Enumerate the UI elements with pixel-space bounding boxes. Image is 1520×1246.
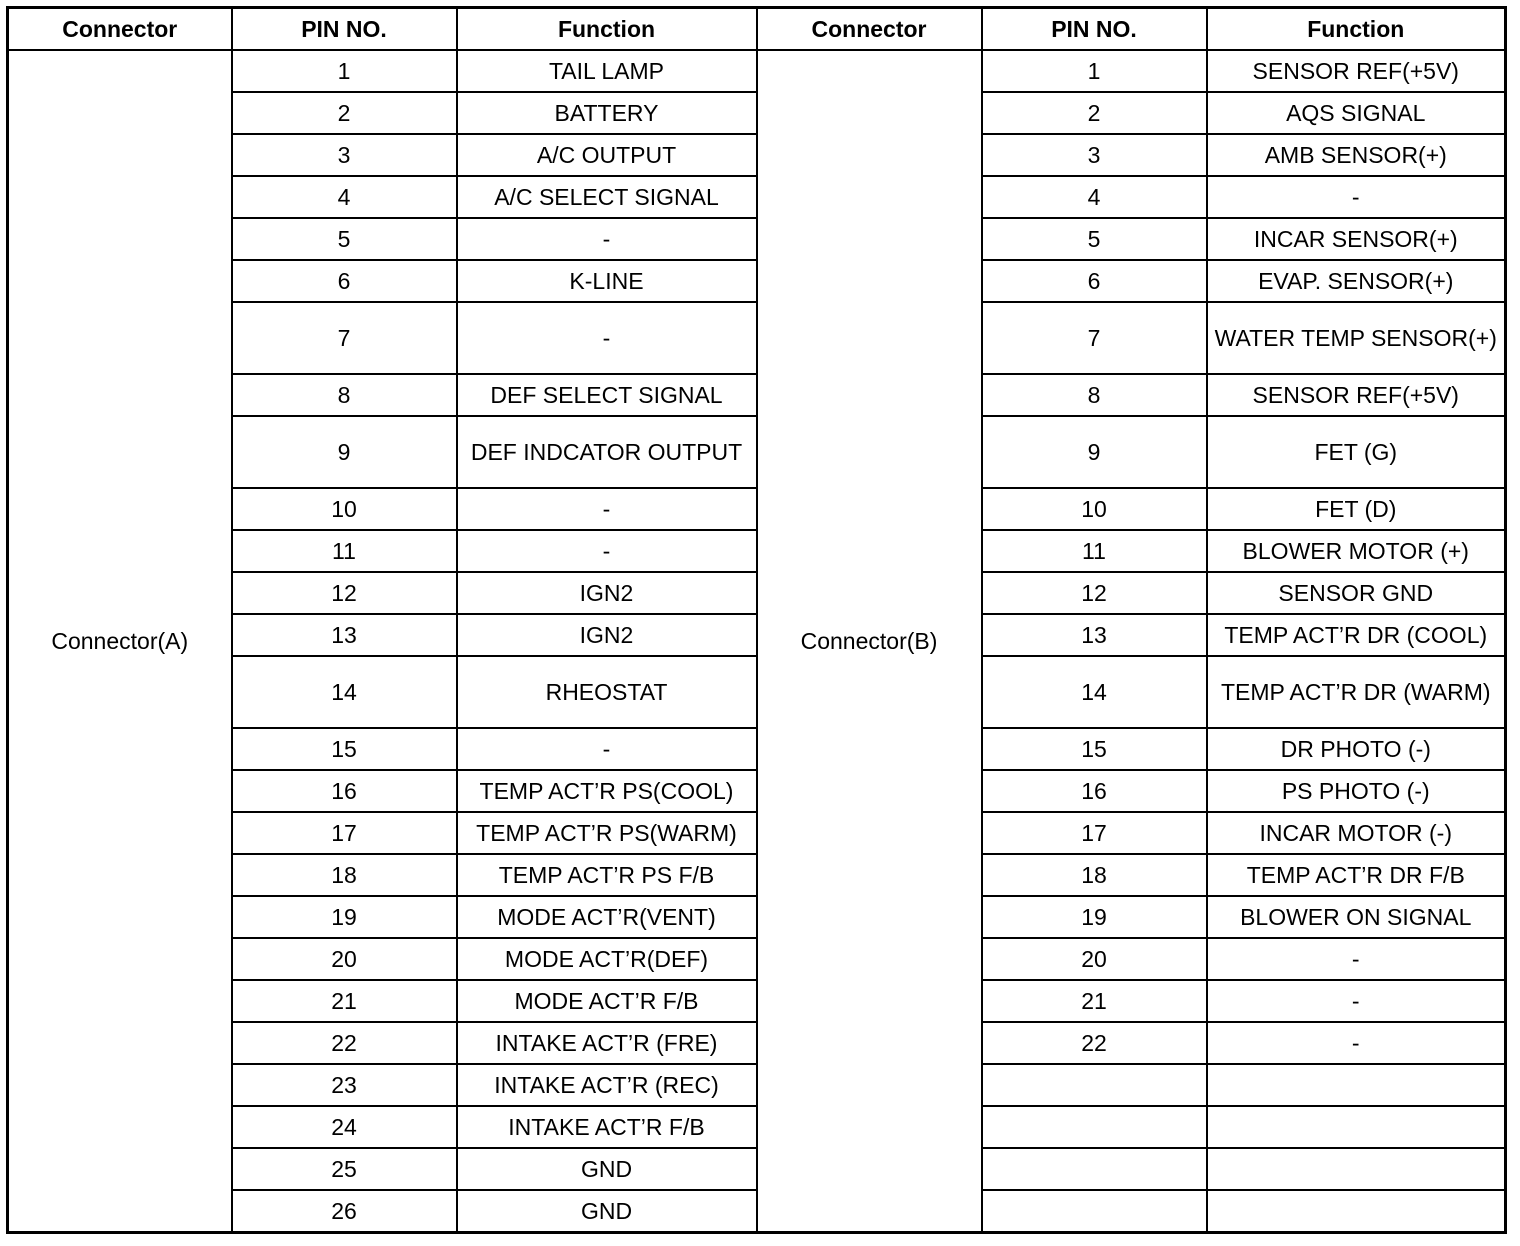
pin-number-b: 5 bbox=[982, 218, 1207, 260]
pin-number-b: 3 bbox=[982, 134, 1207, 176]
pin-number-a: 5 bbox=[232, 218, 457, 260]
empty-cell bbox=[1207, 1106, 1506, 1148]
pin-number-b: 11 bbox=[982, 530, 1207, 572]
pin-function-a: - bbox=[457, 728, 757, 770]
empty-cell bbox=[982, 1106, 1207, 1148]
pin-number-a: 12 bbox=[232, 572, 457, 614]
pin-function-a: IGN2 bbox=[457, 572, 757, 614]
pin-function-b: - bbox=[1207, 176, 1506, 218]
empty-cell bbox=[982, 1064, 1207, 1106]
pin-number-a: 1 bbox=[232, 50, 457, 92]
empty-cell bbox=[1207, 1064, 1506, 1106]
pin-function-b: SENSOR REF(+5V) bbox=[1207, 50, 1506, 92]
connector-b-name: Connector(B) bbox=[757, 50, 982, 1232]
pin-function-a: DEF INDCATOR OUTPUT bbox=[457, 416, 757, 488]
pin-function-b: EVAP. SENSOR(+) bbox=[1207, 260, 1506, 302]
pin-number-a: 4 bbox=[232, 176, 457, 218]
pin-function-a: A/C SELECT SIGNAL bbox=[457, 176, 757, 218]
pin-number-a: 19 bbox=[232, 896, 457, 938]
pin-function-b: FET (G) bbox=[1207, 416, 1506, 488]
pin-number-a: 22 bbox=[232, 1022, 457, 1064]
pin-function-b: TEMP ACT’R DR F/B bbox=[1207, 854, 1506, 896]
pin-number-b: 4 bbox=[982, 176, 1207, 218]
pin-function-a: GND bbox=[457, 1190, 757, 1232]
pin-number-b: 10 bbox=[982, 488, 1207, 530]
pin-number-a: 17 bbox=[232, 812, 457, 854]
pin-number-b: 7 bbox=[982, 302, 1207, 374]
pin-function-a: INTAKE ACT’R (REC) bbox=[457, 1064, 757, 1106]
pin-number-b: 2 bbox=[982, 92, 1207, 134]
pin-number-a: 26 bbox=[232, 1190, 457, 1232]
pin-number-b: 19 bbox=[982, 896, 1207, 938]
pin-function-a: TAIL LAMP bbox=[457, 50, 757, 92]
pin-function-a: K-LINE bbox=[457, 260, 757, 302]
pin-number-a: 2 bbox=[232, 92, 457, 134]
pin-number-b: 17 bbox=[982, 812, 1207, 854]
empty-cell bbox=[982, 1190, 1207, 1232]
pin-number-a: 24 bbox=[232, 1106, 457, 1148]
pin-number-b: 6 bbox=[982, 260, 1207, 302]
pin-function-a: DEF SELECT SIGNAL bbox=[457, 374, 757, 416]
pin-number-a: 16 bbox=[232, 770, 457, 812]
pin-function-b: PS PHOTO (-) bbox=[1207, 770, 1506, 812]
pin-number-a: 20 bbox=[232, 938, 457, 980]
pin-number-a: 25 bbox=[232, 1148, 457, 1190]
pin-number-a: 10 bbox=[232, 488, 457, 530]
pin-function-a: TEMP ACT’R PS(WARM) bbox=[457, 812, 757, 854]
pin-function-a: A/C OUTPUT bbox=[457, 134, 757, 176]
pin-number-b: 16 bbox=[982, 770, 1207, 812]
pin-number-a: 11 bbox=[232, 530, 457, 572]
header-function-b: Function bbox=[1207, 8, 1506, 51]
empty-cell bbox=[1207, 1190, 1506, 1232]
pin-function-b: - bbox=[1207, 938, 1506, 980]
pin-function-a: - bbox=[457, 488, 757, 530]
pin-function-b: AQS SIGNAL bbox=[1207, 92, 1506, 134]
pin-function-a: TEMP ACT’R PS F/B bbox=[457, 854, 757, 896]
pin-number-a: 7 bbox=[232, 302, 457, 374]
pin-function-a: RHEOSTAT bbox=[457, 656, 757, 728]
pin-function-b: TEMP ACT’R DR (WARM) bbox=[1207, 656, 1506, 728]
pin-function-b: BLOWER ON SIGNAL bbox=[1207, 896, 1506, 938]
pin-number-a: 23 bbox=[232, 1064, 457, 1106]
pin-number-b: 9 bbox=[982, 416, 1207, 488]
pin-number-a: 3 bbox=[232, 134, 457, 176]
table-body bbox=[8, 50, 1506, 1232]
pin-function-a: GND bbox=[457, 1148, 757, 1190]
pin-function-a: - bbox=[457, 218, 757, 260]
pin-number-a: 13 bbox=[232, 614, 457, 656]
pin-number-a: 15 bbox=[232, 728, 457, 770]
pin-number-a: 21 bbox=[232, 980, 457, 1022]
pin-function-b: AMB SENSOR(+) bbox=[1207, 134, 1506, 176]
header-pin-b: PIN NO. bbox=[982, 8, 1207, 51]
pin-function-a: INTAKE ACT’R (FRE) bbox=[457, 1022, 757, 1064]
pin-function-b: SENSOR GND bbox=[1207, 572, 1506, 614]
pin-number-a: 18 bbox=[232, 854, 457, 896]
pin-number-b: 1 bbox=[982, 50, 1207, 92]
header-connector-b: Connector bbox=[757, 8, 982, 51]
pin-function-b: DR PHOTO (-) bbox=[1207, 728, 1506, 770]
pin-function-a: INTAKE ACT’R F/B bbox=[457, 1106, 757, 1148]
pin-number-a: 14 bbox=[232, 656, 457, 728]
pin-function-a: TEMP ACT’R PS(COOL) bbox=[457, 770, 757, 812]
header-pin-a: PIN NO. bbox=[232, 8, 457, 51]
pin-function-b: INCAR SENSOR(+) bbox=[1207, 218, 1506, 260]
pin-function-b: INCAR MOTOR (-) bbox=[1207, 812, 1506, 854]
pin-number-b: 22 bbox=[982, 1022, 1207, 1064]
pin-number-b: 14 bbox=[982, 656, 1207, 728]
pin-function-b: - bbox=[1207, 1022, 1506, 1064]
pin-function-b: SENSOR REF(+5V) bbox=[1207, 374, 1506, 416]
pin-function-b: WATER TEMP SENSOR(+) bbox=[1207, 302, 1506, 374]
pin-number-b: 21 bbox=[982, 980, 1207, 1022]
pin-function-b: FET (D) bbox=[1207, 488, 1506, 530]
pin-function-a: MODE ACT’R(DEF) bbox=[457, 938, 757, 980]
pin-number-b: 13 bbox=[982, 614, 1207, 656]
pin-function-a: IGN2 bbox=[457, 614, 757, 656]
connector-a-name: Connector(A) bbox=[8, 50, 232, 1232]
pin-function-table bbox=[6, 6, 1507, 1234]
pin-function-b: TEMP ACT’R DR (COOL) bbox=[1207, 614, 1506, 656]
empty-cell bbox=[1207, 1148, 1506, 1190]
pin-function-a: - bbox=[457, 530, 757, 572]
header-row bbox=[8, 8, 1506, 51]
pin-function-b: - bbox=[1207, 980, 1506, 1022]
pin-function-a: BATTERY bbox=[457, 92, 757, 134]
pin-number-b: 12 bbox=[982, 572, 1207, 614]
pin-number-b: 20 bbox=[982, 938, 1207, 980]
pin-number-b: 8 bbox=[982, 374, 1207, 416]
table-row bbox=[8, 50, 1506, 92]
pin-number-a: 6 bbox=[232, 260, 457, 302]
header-function-a: Function bbox=[457, 8, 757, 51]
pin-number-b: 15 bbox=[982, 728, 1207, 770]
pin-function-a: MODE ACT’R(VENT) bbox=[457, 896, 757, 938]
pin-function-b: BLOWER MOTOR (+) bbox=[1207, 530, 1506, 572]
pin-number-a: 9 bbox=[232, 416, 457, 488]
header-connector-a: Connector bbox=[8, 8, 232, 51]
pin-number-b: 18 bbox=[982, 854, 1207, 896]
pin-number-a: 8 bbox=[232, 374, 457, 416]
pin-function-a: MODE ACT’R F/B bbox=[457, 980, 757, 1022]
pin-function-a: - bbox=[457, 302, 757, 374]
empty-cell bbox=[982, 1148, 1207, 1190]
